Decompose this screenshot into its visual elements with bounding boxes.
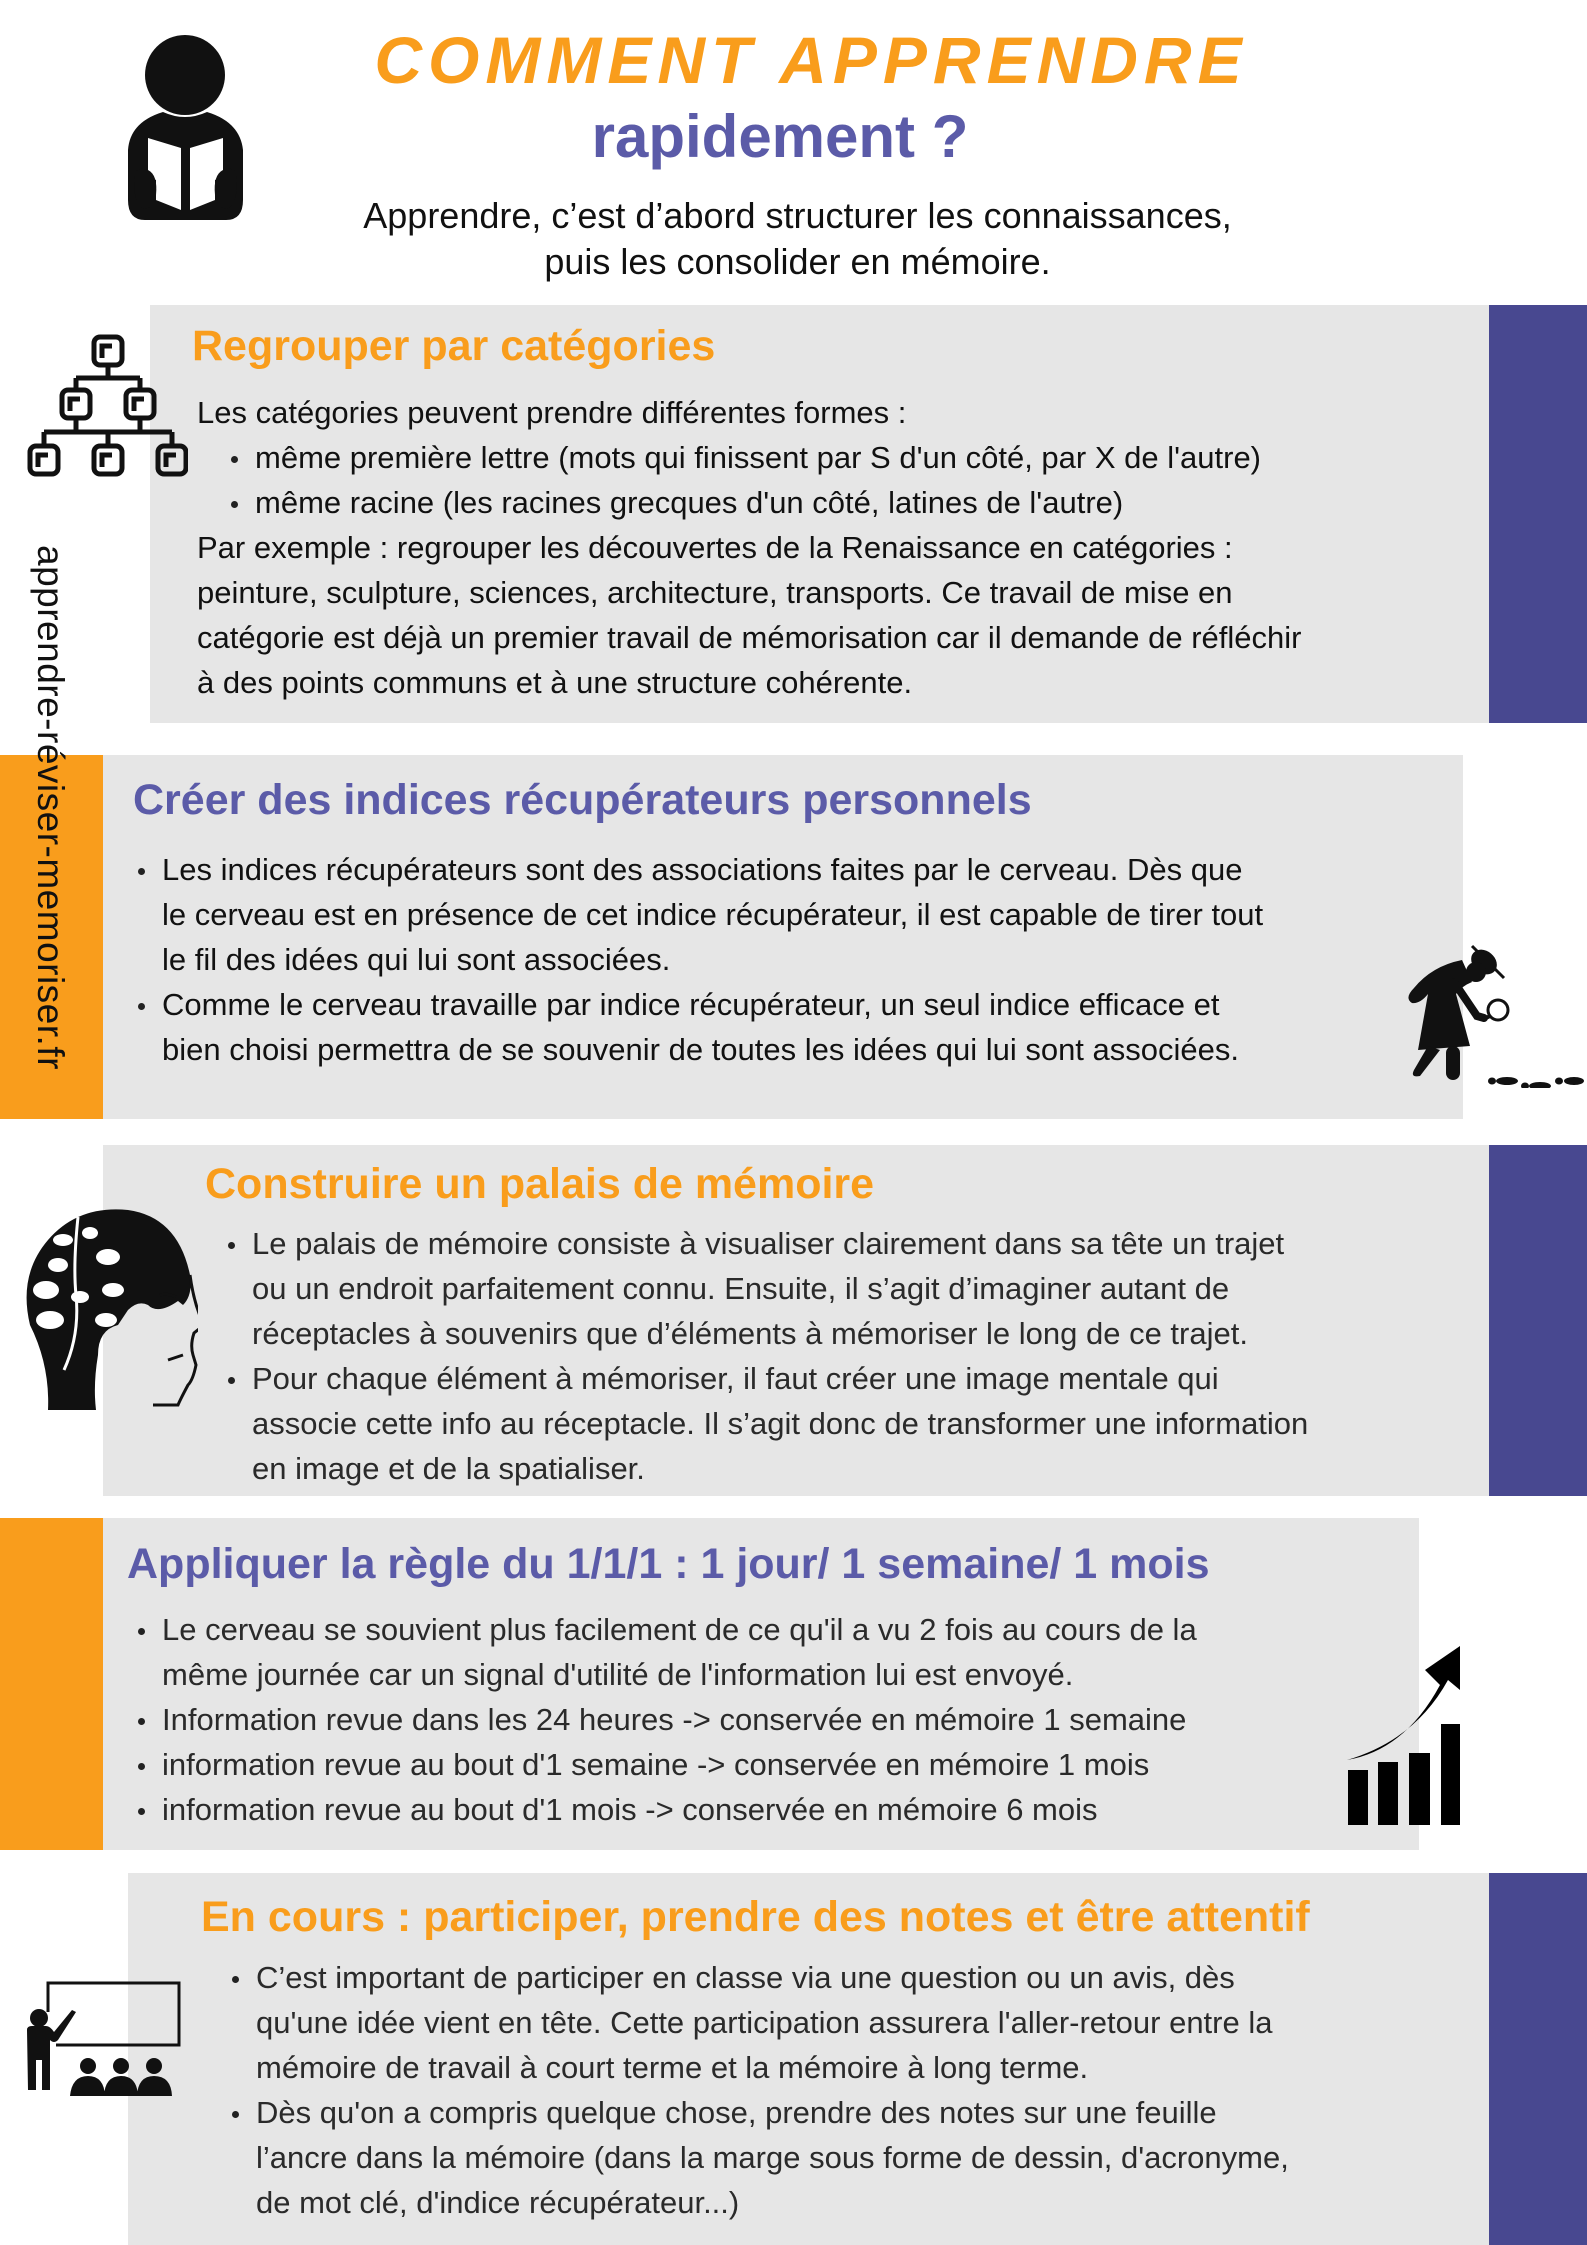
section-title-memory-palace: Construire un palais de mémoire <box>205 1160 875 1208</box>
list-item: Comme le cerveau travaille par indice récupérateur, un seul indice efficace et bien choisi permettra de se souvenir de toutes les idées qui lui sont associées. <box>132 982 1412 1072</box>
paragraph-line: Par exemple : regrouper les découvertes de la Renaissance en catégories : <box>197 530 1233 565</box>
section-title-categories: Regrouper par catégories <box>192 322 716 370</box>
section-title-retrieval-cues: Créer des indices récupérateurs personnels <box>133 776 1032 824</box>
detective-magnifier-footprints-icon <box>1392 938 1584 1088</box>
list-item: C’est important de participer en classe via une question ou un avis, dès qu'une idée vient en tête. Cette participation assurera l'aller-retour entre la mémoire de travail à court terme et la mémoire à long terme. <box>226 1955 1476 2090</box>
section-title-111-rule: Appliquer la règle du 1/1/1 : 1 jour/ 1 semaine/ 1 mois <box>127 1540 1210 1588</box>
list-item: Le cerveau se souvient plus facilement de ce qu'il a vu 2 fois au cours de la même journée car un signal d'utilité de l'information lui est envoyé. <box>132 1607 1382 1697</box>
section-title-in-class: En cours : participer, prendre des notes et être attentif <box>201 1893 1310 1941</box>
website-url-vertical[interactable]: apprendre-réviser-memoriser.fr <box>30 545 71 1070</box>
list-item: information revue au bout d'1 mois -> conservée en mémoire 6 mois <box>132 1787 1382 1832</box>
intro-line-2: puis les consolider en mémoire. <box>544 241 1051 282</box>
paragraph-line: à des points communs et à une structure cohérente. <box>197 665 913 700</box>
accent-bar-right <box>1489 1873 1587 2245</box>
hierarchy-org-chart-icon <box>26 334 188 494</box>
head-brain-clouds-icon <box>18 1205 198 1415</box>
accent-bar-right <box>1489 1145 1587 1496</box>
accent-bar-right <box>1489 305 1587 723</box>
list-item: Dès qu'on a compris quelque chose, prendre des notes sur une feuille l’ancre dans la mémoire (dans la marge sous forme de dessin, d'acronyme, de mot clé, d'indice récupérateur...) <box>226 2090 1476 2225</box>
accent-bar-left <box>0 1518 103 1850</box>
section-body-in-class <box>226 1955 1476 2225</box>
page-title: COMMENT APPRENDRE <box>374 23 1248 97</box>
categories-intro: Les catégories peuvent prendre différentes formes : <box>197 395 907 430</box>
section-body-retrieval-cues <box>132 847 1412 1072</box>
list-item: Pour chaque élément à mémoriser, il faut créer une image mentale qui associe cette info au réceptacle. Il s’agit donc de transformer une information en image et de la spatialiser. <box>222 1356 1472 1491</box>
list-item: même racine (les racines grecques d'un côté, latines de l'autre) <box>225 480 1467 525</box>
list-item: Le palais de mémoire consiste à visualiser clairement dans sa tête un trajet ou un endroit parfaitement connu. Ensuite, il s’agit d’imaginer autant de réceptacles à souvenirs que d’éléments à mémoriser le long de ce trajet. <box>222 1221 1472 1356</box>
paragraph-line: catégorie est déjà un premier travail de mémorisation car il demande de réfléchir <box>197 620 1302 655</box>
list-item: information revue au bout d'1 semaine -> conservée en mémoire 1 mois <box>132 1742 1382 1787</box>
intro-text <box>0 193 1587 285</box>
growth-bar-chart-arrow-icon <box>1345 1640 1525 1830</box>
list-item: Les indices récupérateurs sont des associations faites par le cerveau. Dès que le cerveau est en présence de cet indice récupérateur, il est capable de tirer tout le fil des idées qui lui sont associées. <box>132 847 1412 982</box>
teacher-classroom-board-icon <box>14 1980 199 2100</box>
section-body-categories <box>197 390 1467 705</box>
section-body-111-rule <box>132 1607 1382 1832</box>
list-item: même première lettre (mots qui finissent par S d'un côté, par X de l'autre) <box>225 435 1467 480</box>
page-subtitle-highlight: rapidement ? <box>591 103 969 170</box>
paragraph-line: peinture, sculpture, sciences, architecture, transports. Ce travail de mise en <box>197 575 1233 610</box>
intro-line-1: Apprendre, c’est d’abord structurer les connaissances, <box>363 195 1232 236</box>
list-item: Information revue dans les 24 heures -> conservée en mémoire 1 semaine <box>132 1697 1382 1742</box>
section-body-memory-palace <box>222 1221 1472 1491</box>
